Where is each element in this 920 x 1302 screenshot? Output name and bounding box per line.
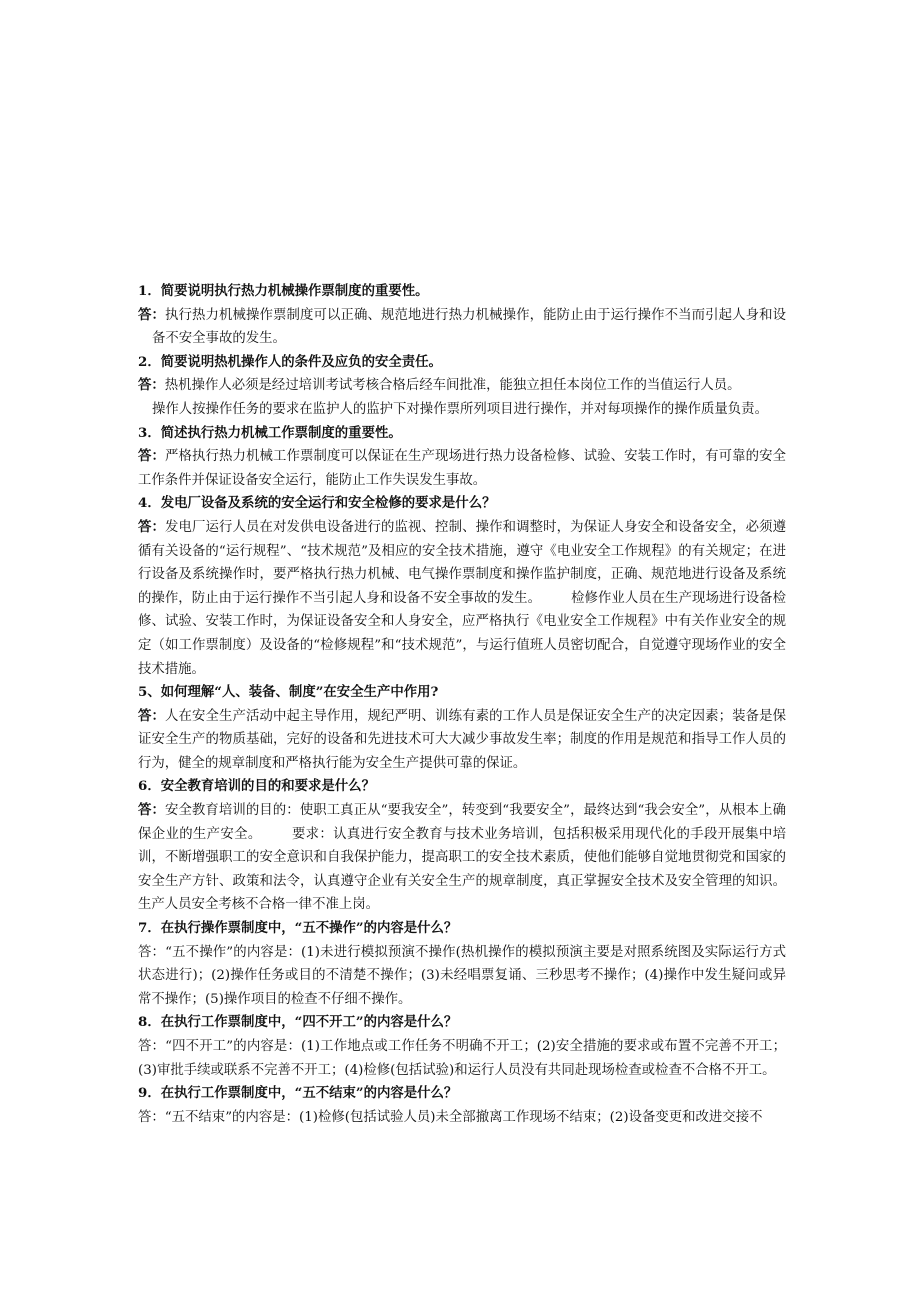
answer-text-continued: 要求：认真进行安全教育与技术业务培训，包括积极采用现代化的手段开展集中培训，不断增强职工的安全意识和自我保护能力，提高职工的安全技术素质，使他们能够自觉地贯彻党和国家的安全生产方针、政策和法令，认真遵守企业有关安全生产的规章制度，真正掌握安全技术及安全管理的知识。生产人员安全考核不合格一律不准上岗。 — [138, 826, 787, 913]
answer-text: 热机操作人必须是经过培训考试考核合格后经车间批准，能独立担任本岗位工作的当值运行人员。 — [164, 378, 741, 394]
answer-label: 答： — [138, 944, 166, 960]
answer-text: 安全教育培训的目的：使职工真正从“要我安全”，转变到“我要安全”，最终达到“我会安全”，从根本上确保企业的生产安全。 — [138, 803, 787, 842]
answer-label: 答： — [138, 306, 166, 323]
answer-label: 答： — [138, 1109, 165, 1125]
question-4: 4．发电厂设备及系统的安全运行和安全检修的要求是什么？ — [138, 495, 496, 512]
answer-label: 答： — [138, 1039, 166, 1054]
answer-text: “五不操作”的内容是：(1)未进行模拟预演不操作(热机操作的模拟预演主要是对照系统图及实际运行方式状态进行)；(2)操作任务或目的不清楚不操作；(3)未经唱票复诵、三秒思考不操作；(4)操作中发生疑问或异常不操作；(5)操作项目的检查不仔细不操作。 — [138, 944, 787, 1007]
question-9: 9．在执行工作票制度中，“五不结束”的内容是什么？ — [138, 1085, 458, 1102]
question-6: 6．安全教育培训的目的和要求是什么？ — [138, 778, 375, 795]
answer-text: 严格执行热力机械工作票制度可以保证在生产现场进行热力设备检修、试验、安装工作时，有可靠的安全工作条件并保证设备安全运行，能防止工作失误发生事故。 — [138, 449, 787, 488]
answer-2 — [138, 374, 786, 398]
answer-text: 发电厂运行人员在对发供电设备进行的监视、控制、操作和调整时，为保证人身安全和设备安全，必须遵循有关设备的“运行规程”、“技术规范”及相应的安全技术措施，遵守《电业安全工作规程》的有关规定；在进行设备及系统操作时，要严格执行热力机械、电气操作票制度和操作监护制度，正确、规范地进行设备及系统的操作，防止由于运行操作不当引起人身和设备不安全事故的发生。 — [138, 519, 787, 606]
answer-label: 答： — [138, 518, 166, 535]
answer-4 — [138, 516, 786, 681]
question-5: 5、如何理解“人、装备、制度”在安全生产中作用? — [138, 684, 439, 701]
answer-7 — [138, 941, 786, 1012]
answer-2-continued: 操作人按操作任务的要求在监护人的监护下对操作票所列项目进行操作，并对每项操作的操作质量负责。 — [152, 401, 768, 417]
answer-text: 执行热力机械操作票制度可以正确、规范地进行热力机械操作，能防止由于运行操作不当而引起人身和设备不安全事故的发生。 — [152, 307, 787, 347]
question-3: 3．简述执行热力机械工作票制度的重要性。 — [138, 424, 402, 441]
answer-label: 答： — [138, 802, 165, 819]
answer-8 — [138, 1035, 786, 1082]
answer-label: 答： — [138, 377, 165, 394]
answer-text-continued: 检修作业人员在生产现场进行设备检修、试验、安装工作时，为保证设备安全和人身安全，应严格执行《电业安全工作规程》中有关作业安全的规定（如工作票制度）及设备的“检修规程”和“技术规范”，与运行值班人员密切配合，自觉遵守现场作业的安全技术措施。 — [138, 590, 787, 677]
question-7: 7．在执行操作票制度中，“五不操作”的内容是什么？ — [138, 920, 458, 937]
answer-text: “五不结束”的内容是：(1)检修(包括试验人员)未全部撤离工作现场不结束；(2)设备变更和改进交接不 — [164, 1109, 763, 1125]
answer-9 — [138, 1106, 786, 1130]
answer-text: 人在安全生产活动中起主导作用，规纪严明、训练有素的工作人员是保证安全生产的决定因素；装备是保证安全生产的物质基础，完好的设备和先进技术可大大减少事故发生率；制度的作用是规范和指导工作人员的行为，健全的规章制度和严格执行能为安全生产提供可靠的保证。 — [138, 708, 787, 771]
answer-5 — [138, 705, 786, 776]
answer-label: 答： — [138, 448, 166, 465]
answer-6 — [138, 799, 786, 917]
answer-3 — [138, 445, 786, 492]
answer-1 — [138, 304, 786, 351]
question-2: 2．简要说明热机操作人的条件及应负的安全责任。 — [138, 353, 442, 370]
answer-text: “四不开工”的内容是：(1)工作地点或工作任务不明确不开工；(2)安全措施的要求或布置不完善不开工；(3)审批手续或联系不完善不开工；(4)检修(包括试验)和运行人员没有共同赴现场检查或检查不合格不开工。 — [138, 1039, 786, 1078]
question-8: 8．在执行工作票制度中，“四不开工”的内容是什么？ — [138, 1014, 458, 1031]
answer-label: 答： — [138, 707, 166, 724]
document-page — [138, 280, 786, 1129]
question-1: 1．简要说明执行热力机械操作票制度的重要性。 — [138, 283, 429, 299]
